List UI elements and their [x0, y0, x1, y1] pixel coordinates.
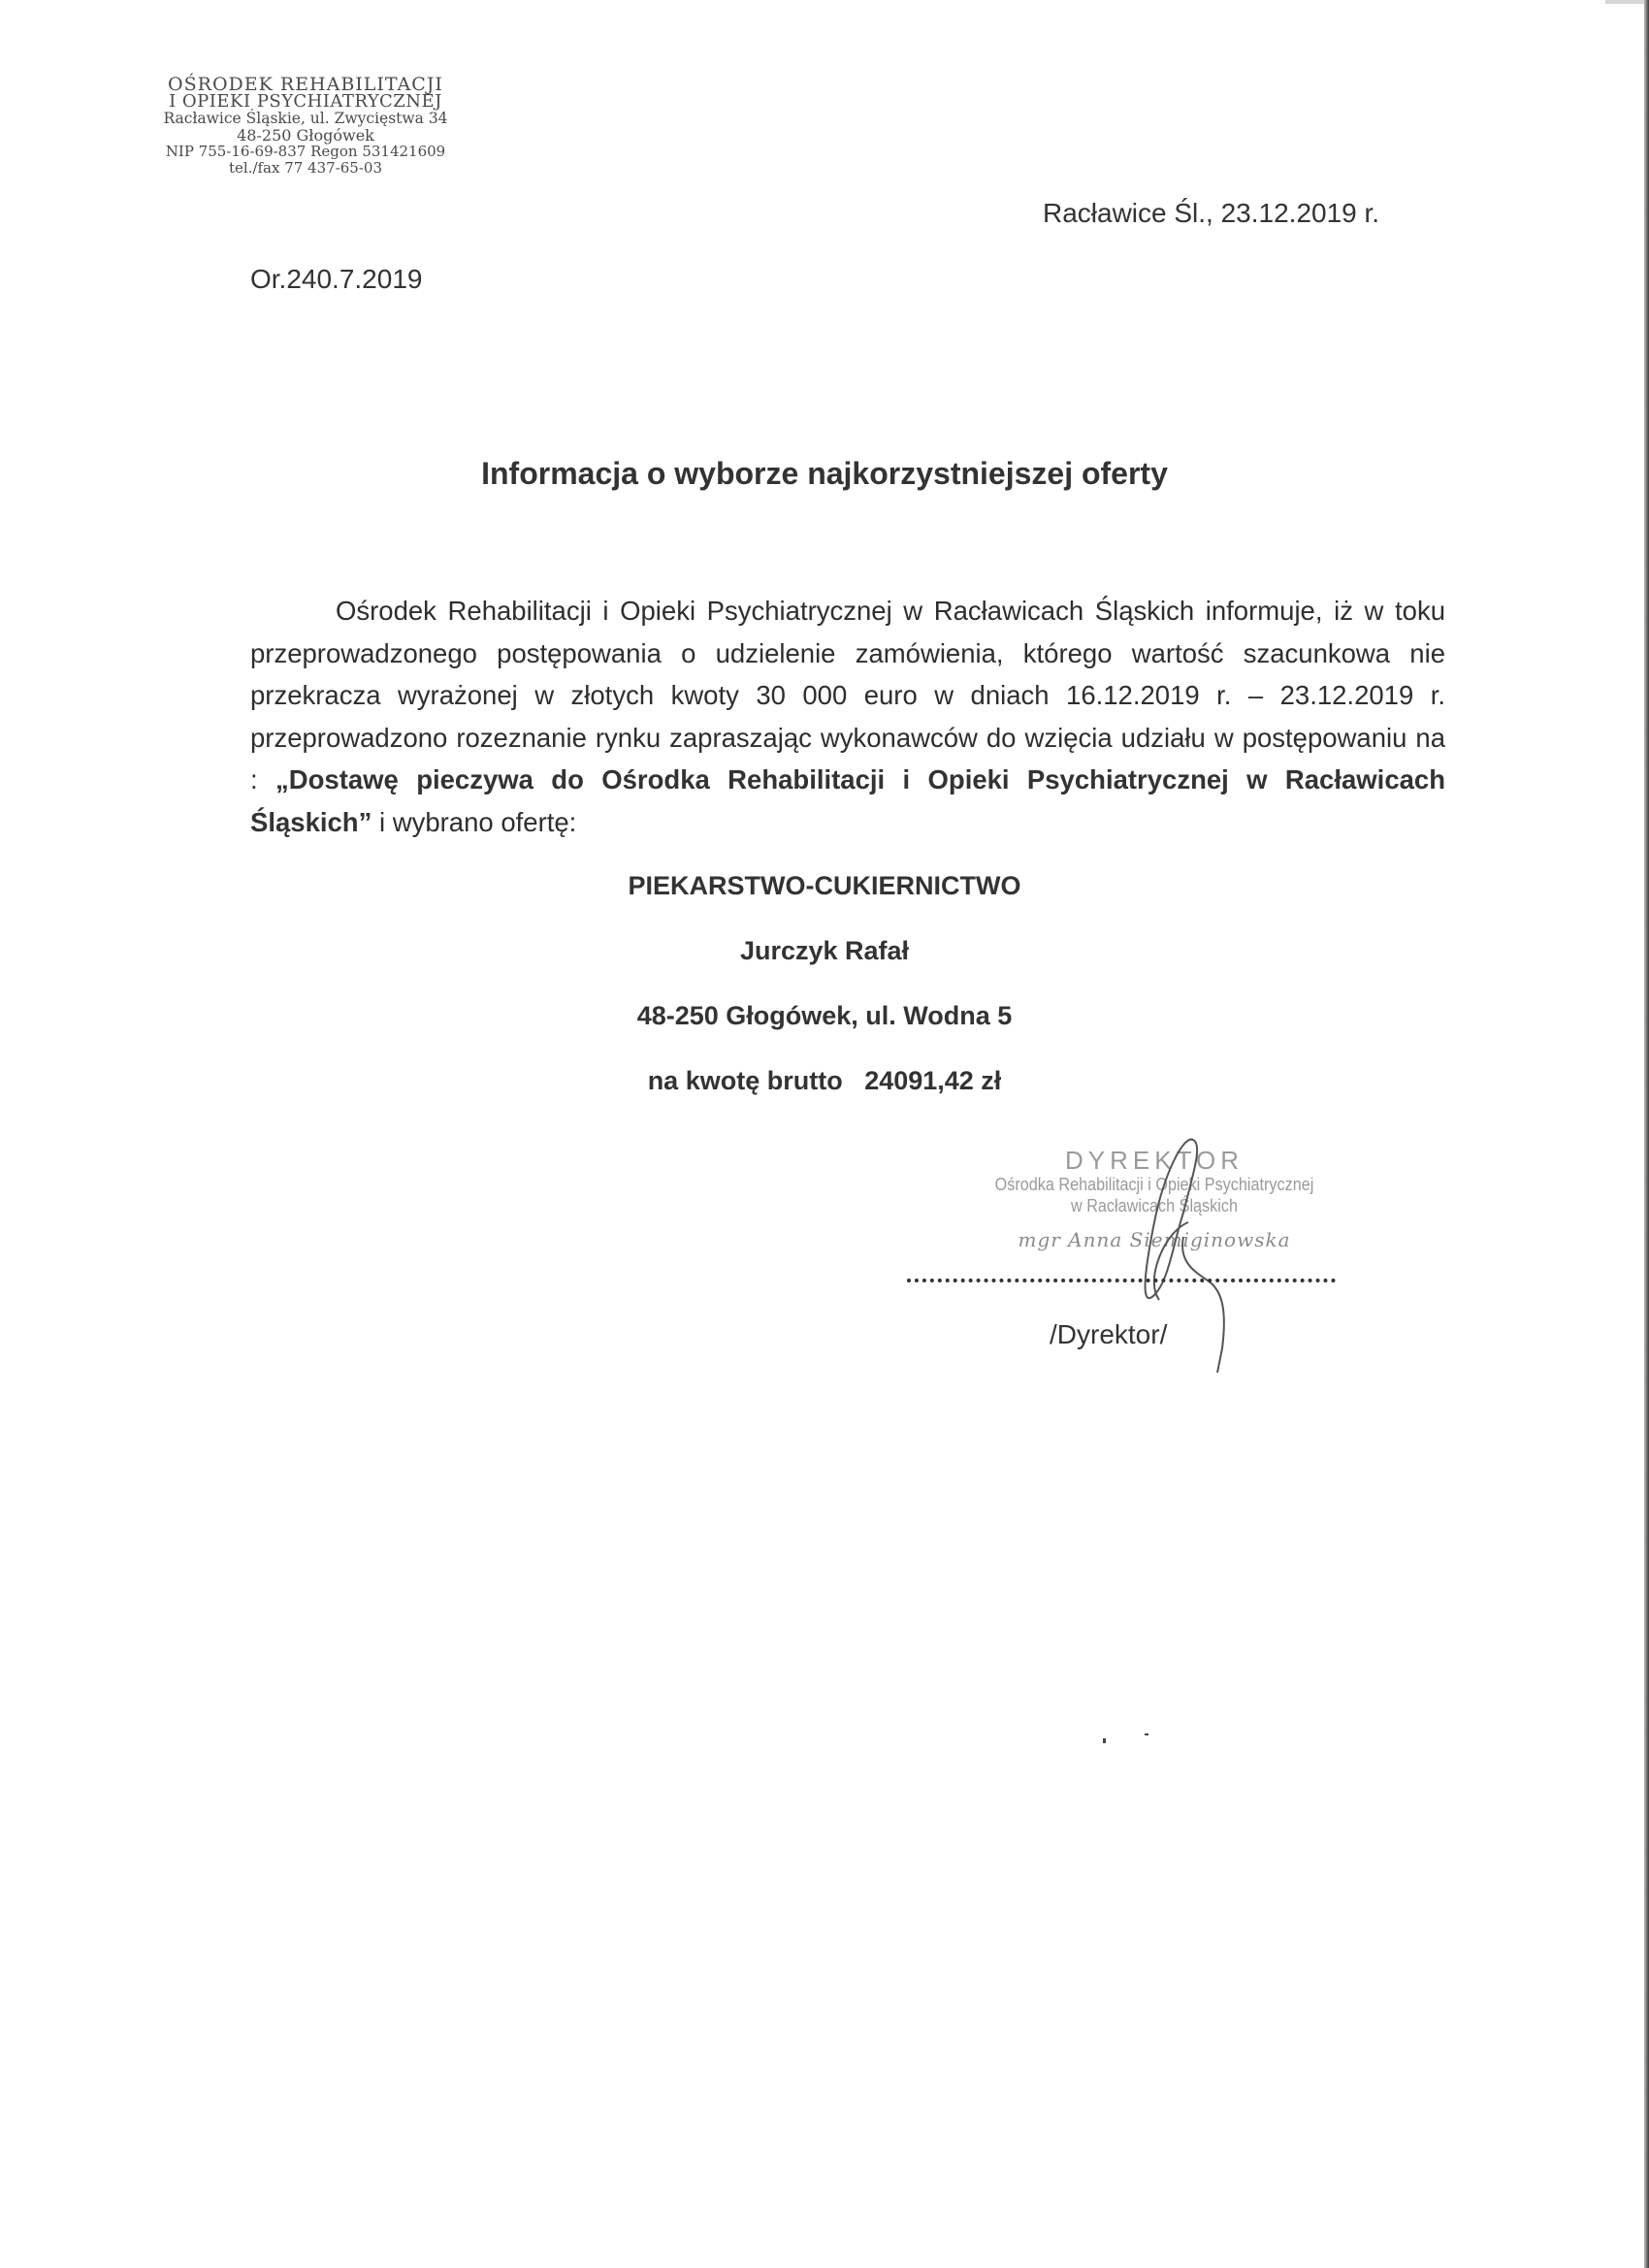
stamp-line-5: NIP 755-16-69-837 Regon 531421609 [165, 143, 446, 160]
scan-speck [1145, 1733, 1148, 1735]
director-stamp-line-1: Ośrodka Rehabilitacji i Opieki Psychiatrycznej [994, 1175, 1314, 1194]
winner-company: PIEKARSTWO-CUKIERNICTWO [628, 871, 1021, 900]
director-stamp-title: DYREKTOR [1065, 1146, 1244, 1175]
stamp-line-6: tel./fax 77 437-65-03 [228, 159, 383, 177]
reference-number: Or.240.7.2019 [250, 264, 423, 294]
signature-role: /Dyrektor/ [1050, 1319, 1168, 1349]
body-text-1: Ośrodek Rehabilitacji i Opieki Psychiatrycznej w Racławicach Śląskich informuje, iż w toku przeprowadzonego postępowania o udzielenie zamówienia, którego wartość szacunkowa nie przekracza wyrażonej w złotych kwoty 30 000 euro w dniach 16.12.2019 r. – 23.12.2019 r. przeprowadzono rozeznanie rynku zapraszając wykonawców do wzięcia udziału w postępowaniu na : [250, 596, 1445, 794]
stamp-line-3: Racławice Śląskie, ul. Zwycięstwa 34 [163, 110, 448, 127]
director-stamp-name: mgr Anna Siemiginowska [1018, 1228, 1291, 1251]
institution-stamp [116, 76, 495, 177]
body-text-2: i wybrano ofertę: [372, 806, 577, 837]
scan-speck [1103, 1738, 1106, 1743]
scan-edge [1644, 0, 1649, 2268]
winner-owner: Jurczyk Rafał [739, 936, 910, 965]
winner-amount: na kwotę brutto 24091,42 zł [647, 1066, 1002, 1095]
body-text-bold: „Dostawę pieczywa do Ośrodka Rehabilitacji i Opieki Psychiatrycznej w Racławicach Śląskich” [250, 764, 1445, 837]
stamp-line-2: I OPIEKI PSYCHIATRYCZNEJ [169, 91, 442, 112]
body-paragraph [250, 590, 1445, 843]
signature-line [907, 1279, 1336, 1282]
place-date: Racławice Śl., 23.12.2019 r. [1043, 198, 1380, 228]
stamp-line-1: OŚRODEK REHABILITACJI [168, 74, 443, 95]
scan-edge-top [1605, 0, 1644, 4]
document-title: Informacja o wyborze najkorzystniejszej oferty [481, 456, 1168, 491]
director-stamp-line-2: w Racławicach Śląskich [1071, 1196, 1238, 1215]
stamp-line-4: 48-250 Głogówek [237, 126, 374, 145]
winner-address: 48-250 Głogówek, ul. Wodna 5 [636, 1001, 1013, 1030]
